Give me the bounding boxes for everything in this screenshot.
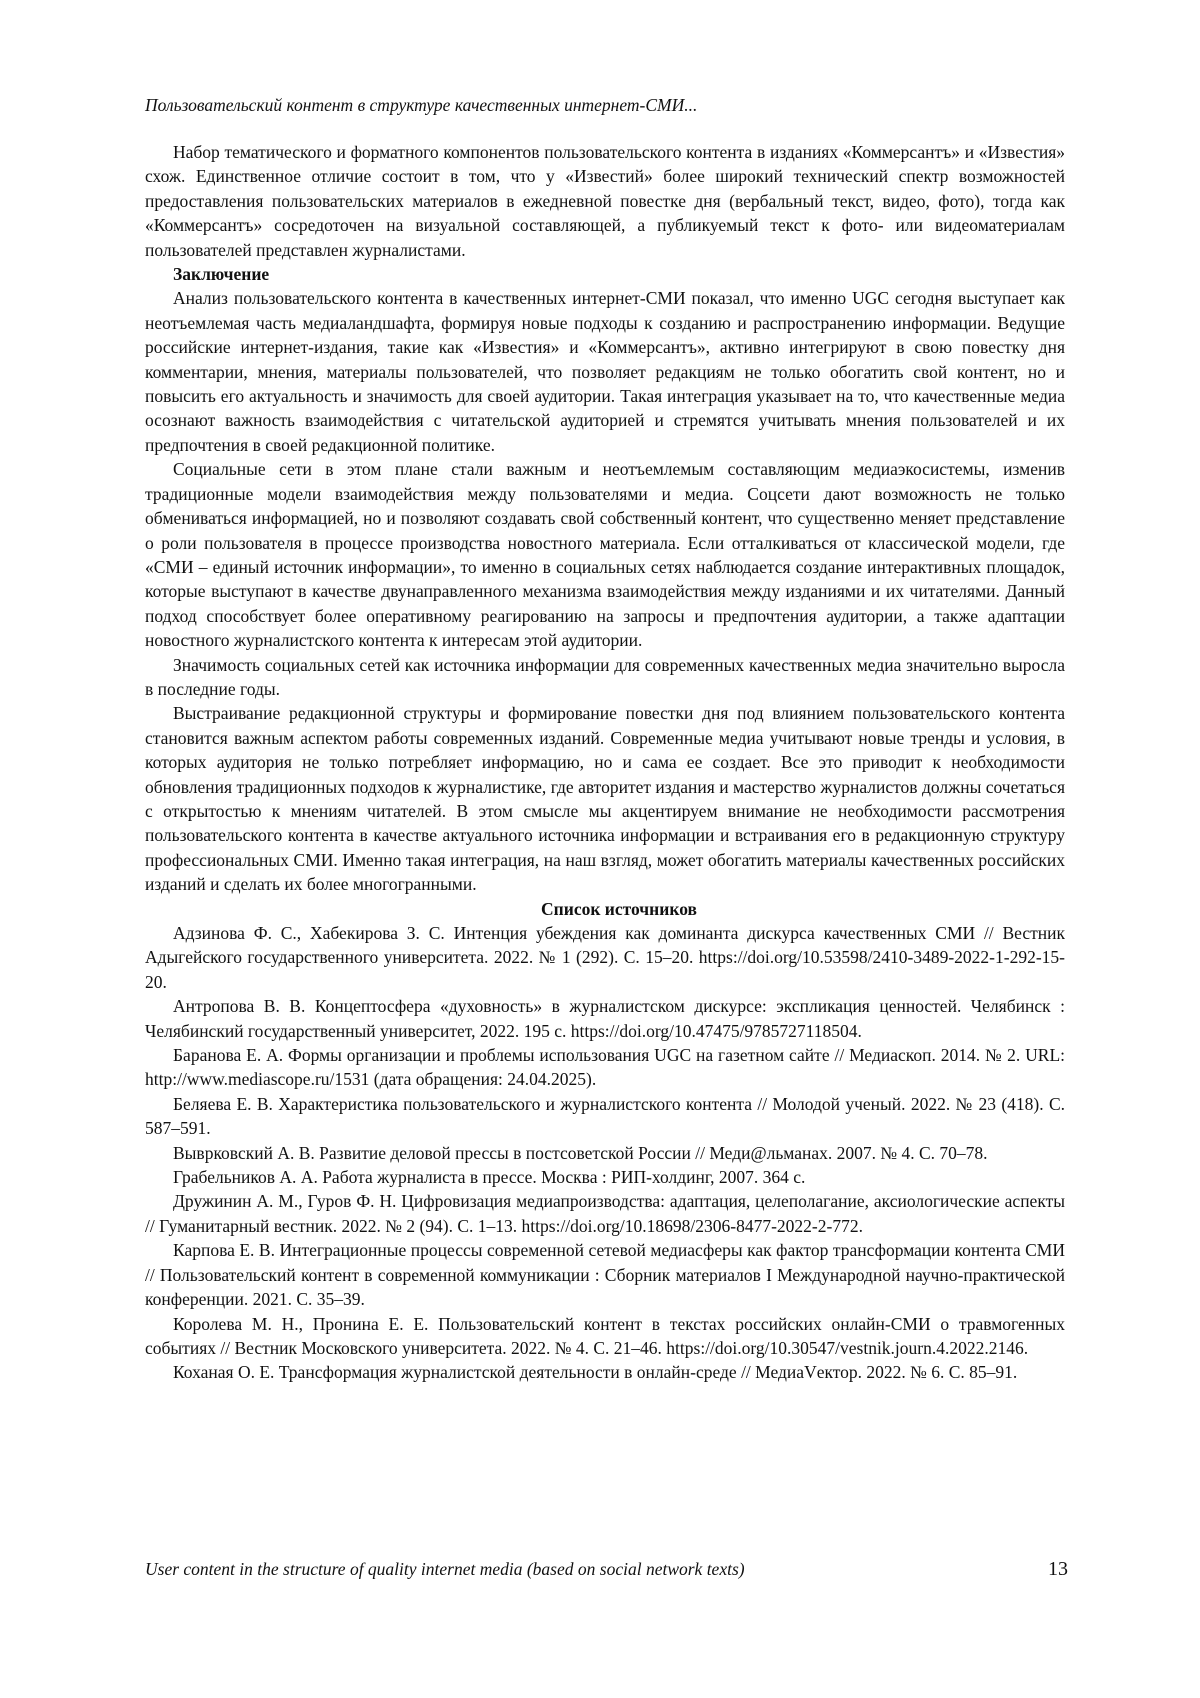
reference-item: Беляева Е. В. Характеристика пользовательского и журналистского контента // Молодой ученый. 2022. № 23 (418). С. 587–591. [145, 1093, 1065, 1139]
reference-item: Королева М. Н., Пронина Е. Е. Пользовательский контент в текстах российских онлайн-СМИ о травмогенных событиях // Вестник Московского университета. 2022. № 4. С. 21–46. https://doi.org/10.30547/vestnik.journ.4.2022.2146. [145, 1313, 1065, 1358]
body-paragraph: Выстраивание редакционной структуры и формирование повестки дня под влиянием пользовательского контента становится важным аспектом работы современных изданий. Современные медиа учитывают новые тренды и условия, в которых аудитория не только потребляет информацию, но и сама ее создает. Все это приводит к необходимости обновления традиционных подходов к журналистике, где авторитет издания и мастерство журналистов должны сочетаться с открытостью к мнениям читателей. В этом смысле мы акцентируем внимание не необходимости рассмотрения пользовательского контента в качестве актуального источника информации и встраивания его в редакционную структуру профессиональных СМИ. Именно такая интеграция, на наш взгляд, может обогатить материалы качественных российских изданий и сделать их более многогранными. [145, 703, 1065, 895]
reference-item: Дружинин А. М., Гуров Ф. Н. Цифровизация медиапроизводства: адаптация, целеполагание, аксиологические аспекты // Гуманитарный вестник. 2022. № 2 (94). С. 1–13. https://doi.org/10.18698/2306-8477-2022-2-772. [145, 1191, 1065, 1236]
reference-item: Адзинова Ф. С., Хабекирова З. С. Интенция убеждения как доминанта дискурса качественных СМИ // Вестник Адыгейского государственного университета. 2022. № 1 (292). С. 15–20. https://doi.org/10.53598/2410-3489-2022-1-292-15-20. [145, 923, 1065, 992]
reference-item: Коханая О. Е. Трансформация журналистской деятельности в онлайн-среде // МедиаVектор. 2022. № 6. С. 85–91. [173, 1362, 1018, 1383]
body-paragraph: Анализ пользовательского контента в качественных интернет-СМИ показал, что именно UGC сегодня выступает как неотъемлемая часть медиаландшафта, формируя новые подходы к созданию и распространению информации. Ведущие российские интернет-издания, такие как «Известия» и «Коммерсантъ», активно интегрируют в свою повестку дня комментарии, мнения, материалы пользователей, что позволяет редакциям не только обогатить свой контент, но и повысить его актуальность и значимость для своей аудитории. Такая интеграция указывает на то, что качественные медиа осознают важность взаимодействия с читательской аудиторией и стремятся учитывать мнения пользователей и их предпочтения в своей редакционной политике. [145, 288, 1065, 455]
reference-item: Антропова В. В. Концептосфера «духовность» в журналистском дискурсе: экспликация ценностей. Челябинск : Челябинский государственный университет, 2022. 195 с. https://doi.org/10.47475/9785727118504. [145, 996, 1065, 1041]
references-list [145, 921, 1065, 1385]
reference-item: Баранова Е. А. Формы организации и проблемы использования UGC на газетном сайте // Медиаскоп. 2014. № 2. URL: http://www.mediascope.ru/1531 (дата обращения: 24.04.2025). [145, 1045, 1065, 1090]
body-paragraph: Социальные сети в этом плане стали важным и неотъемлемым составляющим медиаэкосистемы, изменив традиционные модели взаимодействия между пользователями и медиа. Соцсети дают возможность не только обмениваться информацией, но и позволяют создавать свой собственный контент, что существенно меняет представление о роли пользователя в процессе производства новостного материала. Если отталкиваться от классической модели, где «СМИ – единый источник информации», то именно в социальных сетях наблюдается создание интерактивных площадок, которые выступают в качестве двунаправленного механизма взаимодействия между изданиями и их читателями. Данный подход способствует более оперативному реагированию на запросы и предпочтения аудитории, а также адаптации новостного журналистского контента к интересам этой аудитории. [145, 459, 1065, 651]
article-body [145, 140, 1065, 1385]
conclusion-heading: Заключение [173, 264, 270, 285]
body-paragraph: Значимость социальных сетей как источника информации для современных качественных медиа значительно выросла в последние годы. [145, 654, 1065, 699]
body-paragraph: Набор тематического и форматного компонентов пользовательского контента в изданиях «Коммерсантъ» и «Известия» схож. Единственное отличие состоит в том, что у «Известий» более широкий технический спектр возможностей предоставления пользовательских материалов в ежедневной повестке дня (вербальный текст, видео, фото), тогда как «Коммерсантъ» сосредоточен на визуальной составляющей, а публикуемый текст к фото- или видеоматериалам пользователей представлен журналистами. [145, 142, 1065, 260]
references-title: Список источников [541, 898, 697, 919]
running-footer-title: User content in the structure of quality internet media (based on social network texts) [145, 1559, 745, 1579]
reference-item: Грабельников А. А. Работа журналиста в прессе. Москва : РИП-холдинг, 2007. 364 с. [173, 1167, 806, 1188]
page-number: 13 [1048, 1558, 1068, 1580]
reference-item: Выврковский А. В. Развитие деловой прессы в постсоветской России // Меди@льманах. 2007. № 4. С. 70–78. [173, 1142, 988, 1163]
reference-item: Карпова Е. В. Интеграционные процессы современной сетевой медиасферы как фактор трансформации контента СМИ // Пользовательский контент в современной коммуникации : Сборник материалов I Международной научно-практической конференции. 2021. С. 35–39. [145, 1240, 1065, 1310]
running-header-title: Пользовательский контент в структуре качественных интернет-СМИ... [145, 95, 698, 115]
